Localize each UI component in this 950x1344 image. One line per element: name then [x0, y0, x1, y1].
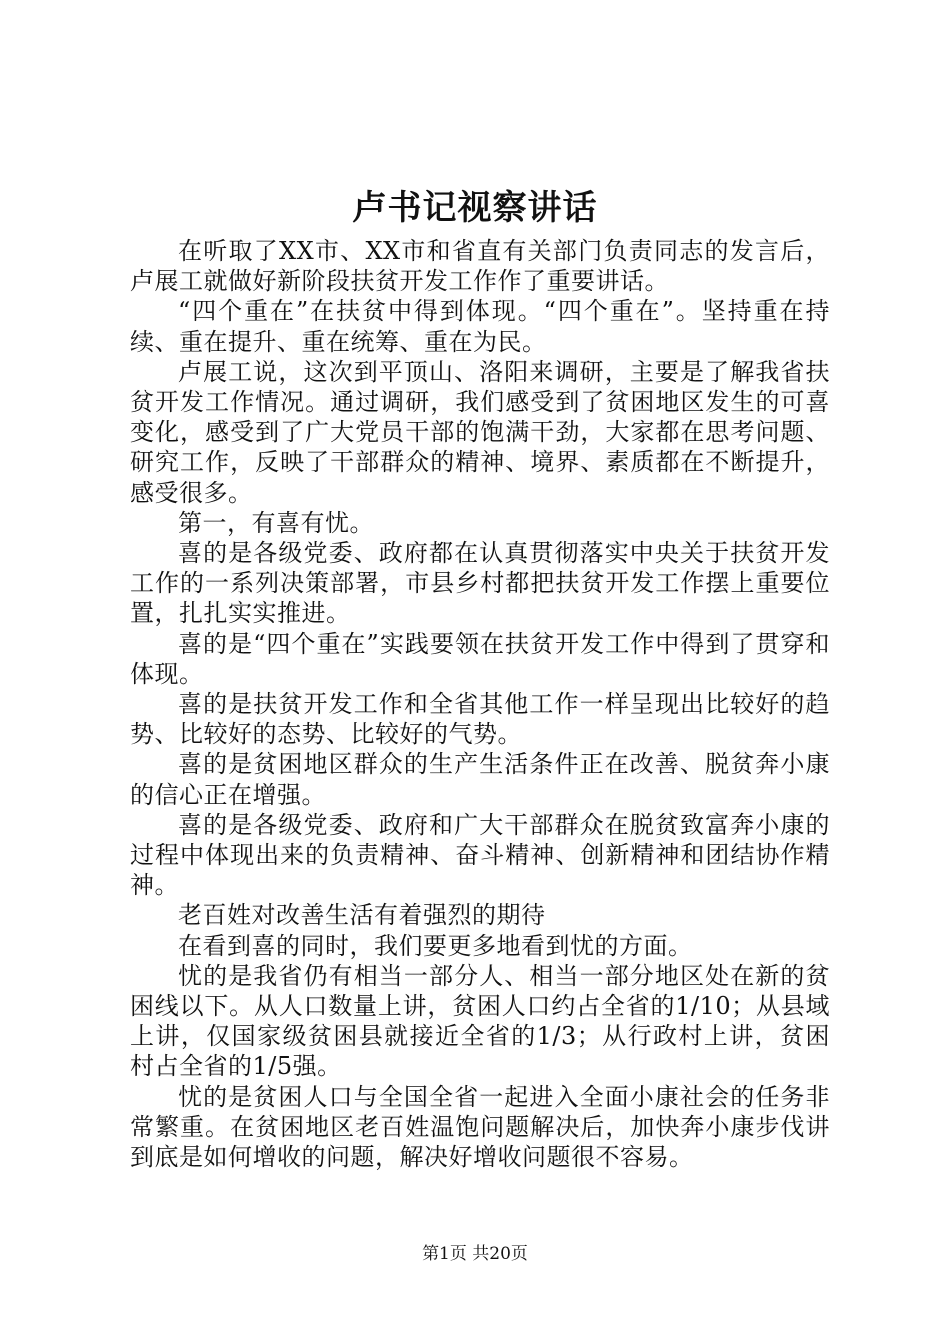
paragraph: 喜的是各级党委、政府都在认真贯彻落实中央关于扶贫开发工作的一系列决策部署，市县乡村都把扶贫开发工作摆上重要位置，扎扎实实推进。 — [130, 539, 830, 628]
paragraph: 忧的是贫困人口与全国全省一起进入全面小康社会的任务非常繁重。在贫困地区老百姓温饱问题解决后，加快奔小康步伐讲到底是如何增收的问题，解决好增收问题很不容易。 — [130, 1082, 830, 1172]
paragraph: 老百姓对改善生活有着强烈的期待 — [178, 901, 546, 930]
paragraph: 喜的是贫困地区群众的生产生活条件正在改善、脱贫奔小康的信心正在增强。 — [130, 750, 830, 809]
paragraph: 喜的是各级党委、政府和广大干部群众在脱贫致富奔小康的过程中体现出来的负责精神、奋斗精神、创新精神和团结协作精神。 — [130, 810, 830, 900]
paragraph: 卢展工说，这次到平顶山、洛阳来调研，主要是了解我省扶贫开发工作情况。通过调研，我们感受到了贫困地区发生的可喜变化，感受到了广大党员干部的饱满干劲，大家都在思考问题、研究工作，反映了干部群众的精神、境界、素质都在不断提升，感受很多。 — [130, 357, 830, 507]
paragraph: 在听取了XX市、XX市和省直有关部门负责同志的发言后，卢展工就做好新阶段扶贫开发工作作了重要讲话。 — [130, 237, 830, 296]
page-number-footer: 第1页 共20页 — [422, 1244, 528, 1264]
paragraph: “四个重在”在扶贫中得到体现。“四个重在”。坚持重在持续、重在提升、重在统筹、重在为民。 — [130, 297, 830, 356]
paragraph: 喜的是“四个重在”实践要领在扶贫开发工作中得到了贯穿和体现。 — [130, 629, 830, 688]
document-body — [130, 236, 830, 1172]
document-title: 卢书记视察讲话 — [352, 188, 598, 228]
paragraph: 第一，有喜有忧。 — [178, 508, 374, 537]
paragraph: 喜的是扶贫开发工作和全省其他工作一样呈现出比较好的趋势、比较好的态势、比较好的气势。 — [130, 690, 830, 749]
paragraph: 忧的是我省仍有相当一部分人、相当一部分地区处在新的贫困线以下。从人口数量上讲，贫困人口约占全省的1/10；从县域上讲，仅国家级贫困县就接近全省的1/3；从行政村上讲，贫困村占全省的1/5强。 — [130, 961, 830, 1081]
paragraph: 在看到喜的同时，我们要更多地看到忧的方面。 — [178, 931, 693, 960]
